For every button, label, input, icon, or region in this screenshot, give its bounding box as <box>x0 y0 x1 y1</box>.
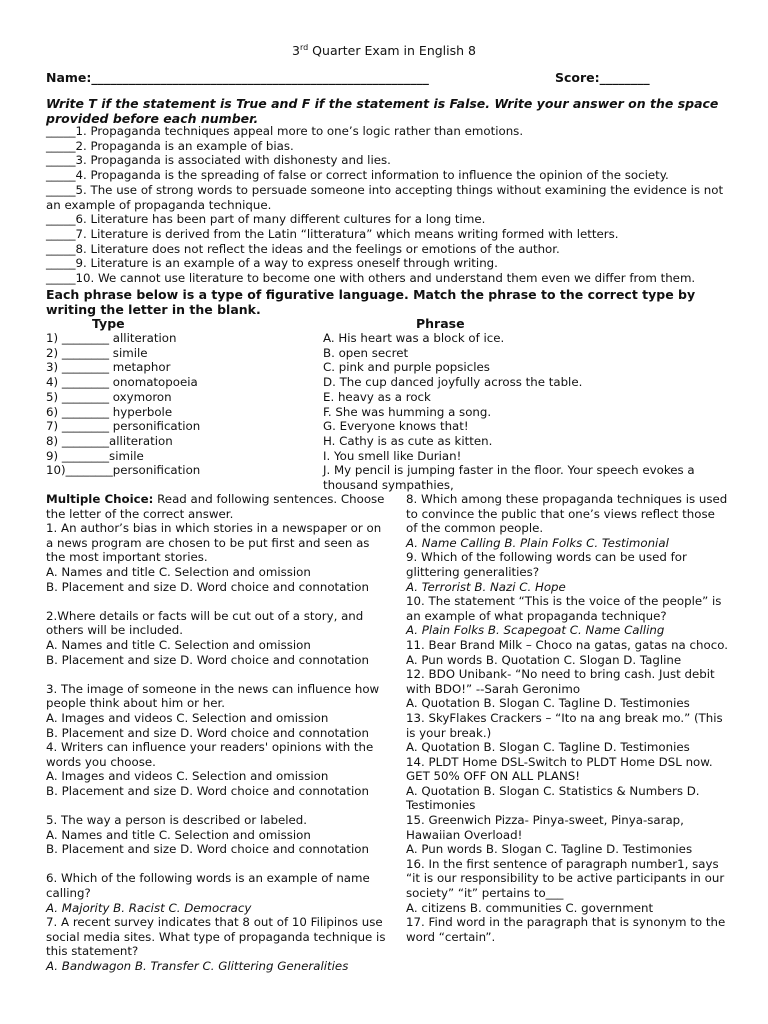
score-field: Score:________ <box>555 70 650 85</box>
answer-options: B. Placement and size D. Word choice and connotation <box>46 652 370 667</box>
question-text: 14. PLDT Home DSL-Switch to PLDT Home DSL now. GET 50% OFF ON ALL PLANS! <box>406 754 713 784</box>
question-text: 15. Greenwich Pizza- Pinya-sweet, Pinya-sarap, Hawaiian Overload! <box>406 813 684 842</box>
answer-options: A. Images and videos C. Selection and omission <box>46 769 329 784</box>
type-item: 3) ________ metaphor <box>46 360 171 375</box>
question-text: 16. In the first sentence of paragraph number1, says “it is our responsibility to be active participants in our society” “it” pertains to___ <box>406 856 725 901</box>
question-text: 2.Where details or facts will be cut out of a story, and others will be included. <box>46 608 364 638</box>
type-item: 10)________personification <box>46 463 201 478</box>
true-false-item: _____4. Propaganda is the spreading of false or correct information to influence the opinion of the society. <box>46 168 669 183</box>
phrase-item: J. My pencil is jumping faster in the floor. Your speech evokes a thousand sympathies, <box>323 463 695 493</box>
type-list <box>46 331 200 478</box>
type-item: 6) ________ hyperbole <box>46 404 173 419</box>
true-false-item: _____9. Literature is an example of a way to express oneself through writing. <box>46 256 498 271</box>
question-text: 5. The way a person is described or labeled. <box>46 813 307 828</box>
phrase-item: A. His heart was a block of ice. <box>323 331 505 345</box>
answer-options: A. Quotation B. Slogan C. Statistics & Numbers D. Testimonies <box>406 783 700 813</box>
question-text: 3. The image of someone in the news can influence how people think about him or her. <box>46 681 380 711</box>
question-text: 1. An author’s bias in which stories in a newspaper or on a news program are chosen to be put first and seen as the most important stories. <box>46 521 382 565</box>
answer-options: A. Name Calling B. Plain Folks C. Testimonial <box>406 535 669 550</box>
type-item: 8) ________alliteration <box>46 433 173 448</box>
multiple-choice-right <box>406 492 728 944</box>
true-false-item: _____2. Propaganda is an example of bias. <box>46 138 294 153</box>
type-header: Type <box>92 316 125 331</box>
answer-options: A. Quotation B. Slogan C. Tagline D. Testimonies <box>406 740 690 755</box>
answer-options: A. Names and title C. Selection and omission <box>46 827 311 842</box>
answer-options: A. Images and videos C. Selection and omission <box>46 710 329 725</box>
part1-instruction: Write T if the statement is True and F if the statement is False. Write your answer on the space provided before each number. <box>46 96 719 126</box>
true-false-item: _____6. Literature has been part of many different cultures for a long time. <box>46 212 486 227</box>
question-text: 13. SkyFlakes Crackers – “Ito na ang break mo.” (This is your break.) <box>406 710 723 740</box>
answer-options: A. Pun words B. Slogan C. Tagline D. Testimonies <box>406 842 693 857</box>
phrase-list <box>323 331 723 493</box>
phrase-item: B. open secret <box>323 345 409 360</box>
true-false-item: _____10. We cannot use literature to become one with others and understand them even we differ from them. <box>46 271 696 286</box>
phrase-item: D. The cup danced joyfully across the table. <box>323 375 583 390</box>
answer-options: A. Terrorist B. Nazi C. Hope <box>406 579 566 594</box>
true-false-item: _____3. Propaganda is associated with dishonesty and lies. <box>46 153 391 168</box>
answer-options: A. Plain Folks B. Scapegoat C. Name Calling <box>406 623 665 638</box>
type-item: 2) ________ simile <box>46 345 148 360</box>
spacer <box>46 667 391 682</box>
answer-options: B. Placement and size D. Word choice and connotation <box>46 579 370 594</box>
question-text: 9. Which of the following words can be used for glittering generalities? <box>406 550 687 579</box>
phrase-item: H. Cathy is as cute as kitten. <box>323 433 493 448</box>
phrase-header: Phrase <box>416 316 465 331</box>
type-item: 9) ________simile <box>46 448 144 463</box>
answer-options: A. Names and title C. Selection and omission <box>46 564 311 579</box>
type-item: 4) ________ onomatopoeia <box>46 375 198 390</box>
phrase-item: F. She was humming a song. <box>323 404 492 419</box>
multiple-choice-left <box>46 492 391 974</box>
question-text: 6. Which of the following words is an example of name calling? <box>46 871 370 901</box>
part2-instruction: Each phrase below is a type of figurative language. Match the phrase to the correct type by writing the letter in the blank. <box>46 287 696 317</box>
true-false-item: _____7. Literature is derived from the Latin “litteratura” which means writing formed with letters. <box>46 226 619 241</box>
question-text: 8. Which among these propaganda techniques is used to convince the public that one’s views reflect those of the common people. <box>406 492 728 536</box>
answer-options: B. Placement and size D. Word choice and connotation <box>46 783 370 798</box>
part3-instruction: Multiple Choice: Read and following sentences. Choose the letter of the correct answer. <box>46 492 385 521</box>
phrase-item: C. pink and purple popsicles <box>323 360 490 375</box>
question-text: 17. Find word in the paragraph that is synonym to the word “certain”. <box>406 915 726 944</box>
page-title: 3rd Quarter Exam in English 8 <box>292 43 476 59</box>
question-text: 11. Bear Brand Milk – Choco na gatas, gatas na choco. <box>406 637 728 652</box>
question-text: 10. The statement “This is the voice of the people” is an example of what propaganda technique? <box>406 594 722 623</box>
answer-options: B. Placement and size D. Word choice and connotation <box>46 842 370 857</box>
phrase-item: G. Everyone knows that! <box>323 419 469 434</box>
true-false-item: _____5. The use of strong words to persuade someone into accepting things without examining the evidence is not an example of propaganda technique. <box>46 182 724 212</box>
true-false-item: _____8. Literature does not reflect the ideas and the feelings or emotions of the author. <box>46 241 560 256</box>
answer-options: B. Placement and size D. Word choice and connotation <box>46 725 370 740</box>
spacer <box>46 798 391 813</box>
spacer <box>46 594 391 609</box>
answer-options: A. Quotation B. Slogan C. Tagline D. Testimonies <box>406 696 690 711</box>
question-text: 7. A recent survey indicates that 8 out of 10 Filipinos use social media sites. What type of propaganda technique is this statement? <box>46 915 386 959</box>
answer-options: A. Pun words B. Quotation C. Slogan D. Tagline <box>406 652 682 667</box>
type-item: 5) ________ oxymoron <box>46 389 172 404</box>
spacer <box>46 857 391 872</box>
type-item: 1) ________ alliteration <box>46 331 177 345</box>
question-text: 4. Writers can influence your readers' opinions with the words you choose. <box>46 740 374 769</box>
answer-options: A. Names and title C. Selection and omission <box>46 637 311 652</box>
phrase-item: I. You smell like Durian! <box>323 448 462 463</box>
answer-options: A. citizens B. communities C. government <box>406 900 654 915</box>
phrase-item: E. heavy as a rock <box>323 389 431 404</box>
name-field: Name:______________________________________________________ <box>46 70 429 85</box>
type-item: 7) ________ personification <box>46 419 201 434</box>
answer-options: A. Majority B. Racist C. Democracy <box>46 900 252 915</box>
question-text: 12. BDO Unibank- “No need to bring cash. Just debit with BDO!” --Sarah Geronimo <box>406 667 715 696</box>
answer-options: A. Bandwagon B. Transfer C. Glittering Generalities <box>46 959 349 973</box>
true-false-item: _____1. Propaganda techniques appeal more to one’s logic rather than emotions. <box>46 124 524 138</box>
true-false-list <box>46 124 726 286</box>
